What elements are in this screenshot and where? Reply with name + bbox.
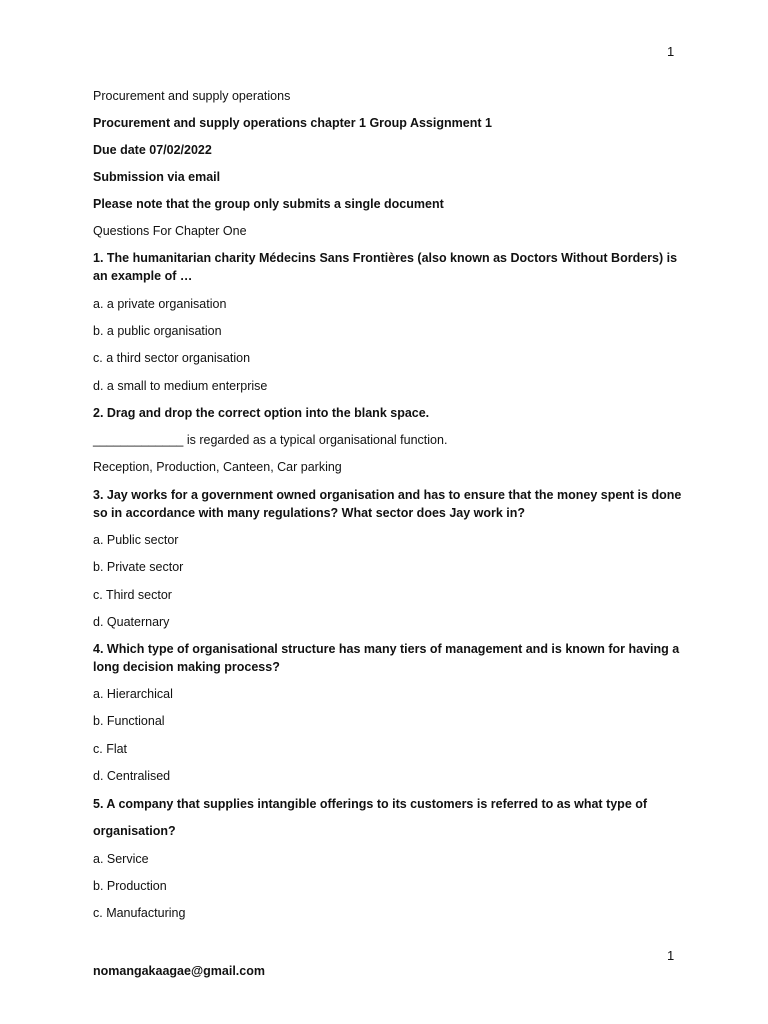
question-3: 3. Jay works for a government owned organisation and has to ensure that the money spent is done so in accordance with many regulations? What sector does Jay work in?: [93, 488, 682, 520]
q4-option-d: d. Centralised: [93, 769, 171, 783]
questions-heading: Questions For Chapter One: [93, 224, 247, 238]
q2-blank-line: _____________ is regarded as a typical organisational function.: [93, 433, 448, 447]
q3-option-a: a. Public sector: [93, 533, 179, 547]
question-1: 1. The humanitarian charity Médecins Sans Frontières (also known as Doctors Without Borders) is an example of …: [93, 251, 678, 283]
due-date: Due date 07/02/2022: [93, 143, 212, 157]
q1-option-b: b. a public organisation: [93, 324, 222, 338]
q4-option-b: b. Functional: [93, 714, 165, 728]
document-title: Procurement and supply operations: [93, 89, 291, 103]
footer-page-number: 1: [667, 948, 675, 963]
question-4: 4. Which type of organisational structure has many tiers of management and is known for having a long decision making process?: [93, 642, 680, 674]
q3-option-b: b. Private sector: [93, 560, 184, 574]
question-5-line-1: 5. A company that supplies intangible offerings to its customers is referred to as what type of: [93, 797, 648, 811]
footer-email: nomangakaagae@gmail.com: [93, 964, 265, 978]
q3-option-d: d. Quaternary: [93, 615, 170, 629]
q1-option-c: c. a third sector organisation: [93, 351, 251, 365]
q3-option-c: c. Third sector: [93, 588, 172, 602]
question-5-line-2: organisation?: [93, 824, 176, 838]
group-note: Please note that the group only submits a single document: [93, 197, 444, 211]
q4-option-c: c. Flat: [93, 742, 128, 756]
header-page-number: 1: [667, 44, 675, 59]
submission-note: Submission via email: [93, 170, 221, 184]
q5-option-b: b. Production: [93, 879, 167, 893]
document-subtitle: Procurement and supply operations chapter 1 Group Assignment 1: [93, 116, 492, 130]
q1-option-a: a. a private organisation: [93, 297, 227, 311]
q2-choices: Reception, Production, Canteen, Car parking: [93, 460, 342, 474]
q4-option-a: a. Hierarchical: [93, 687, 173, 701]
q5-option-a: a. Service: [93, 852, 149, 866]
question-2: 2. Drag and drop the correct option into the blank space.: [93, 406, 430, 420]
q5-option-c: c. Manufacturing: [93, 906, 186, 920]
q1-option-d: d. a small to medium enterprise: [93, 379, 268, 393]
